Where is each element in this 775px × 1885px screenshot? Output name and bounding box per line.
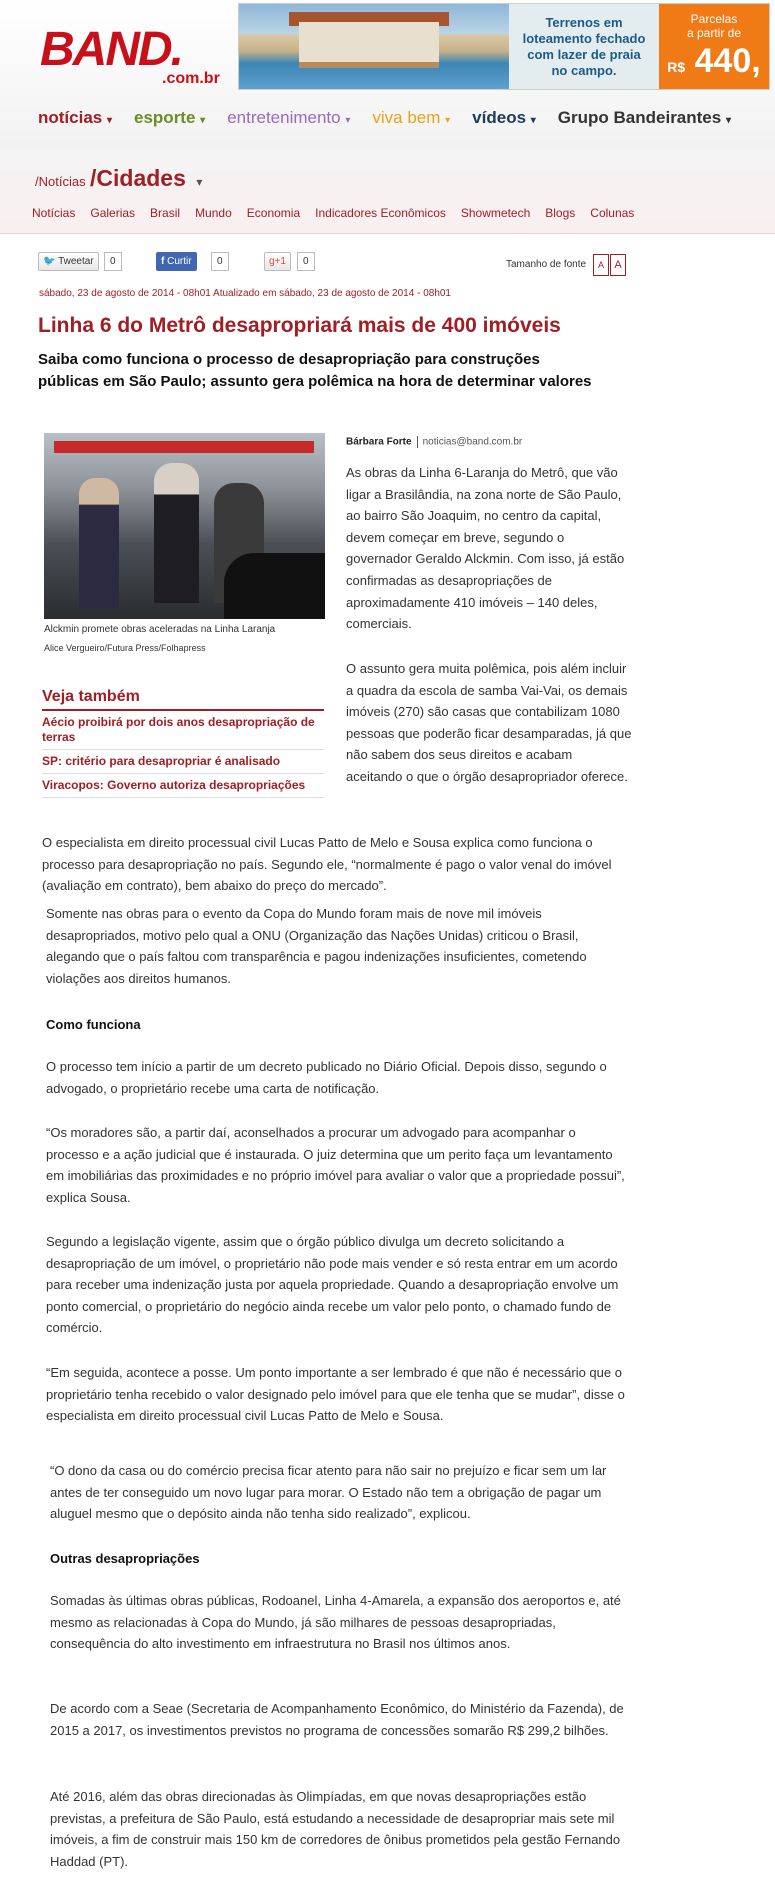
- tweet-count: 0: [104, 252, 122, 271]
- ad-line4: no campo.: [551, 62, 617, 78]
- paragraph: O especialista em direito processual civil Lucas Patto de Melo e Sousa explica como funciona o processo para desapropriação no país. Segundo ele, “normalmente é pago o valor venal do imóvel (avaliação em contrato), bem abaixo do preço do mercado”.: [42, 835, 612, 894]
- font-larger-button[interactable]: A: [610, 254, 626, 276]
- paragraph: Somadas às últimas obras públicas, Rodoanel, Linha 4-Amarela, a expansão dos aeroportos e, até mesmo as relacionadas à Copa do Mundo, já são milhares de pessoas desapropriadas, consequência do alto investimento em infraestrutura no Brasil nos últimos anos.: [50, 1593, 621, 1652]
- tweet-button[interactable]: 🐦 Tweetar: [38, 252, 99, 271]
- paragraph: De acordo com a Seae (Secretaria de Acompanhamento Econômico, do Ministério da Fazenda), de 2015 a 2017, os investimentos previstos no programa de concessões somarão R$ 299,2 bilhões.: [50, 1701, 624, 1738]
- breadcrumb-current[interactable]: /Cidades: [90, 165, 186, 191]
- ad-prefix2: a partir de: [686, 26, 742, 40]
- subnav-item[interactable]: Colunas: [590, 206, 635, 220]
- photo-caption: Alckmin promete obras aceleradas na Linha Laranja: [44, 624, 276, 635]
- twitter-icon: 🐦: [43, 256, 56, 267]
- ad-photo: [239, 4, 509, 89]
- breadcrumb: [35, 165, 202, 192]
- subnav-item[interactable]: Blogs: [545, 206, 576, 220]
- ad-price-box: [659, 4, 769, 89]
- ad-line2: loteamento fechado: [522, 30, 646, 46]
- paragraph: Até 2016, além das obras direcionadas às Olimpíadas, em que novas desapropriações estão previstas, a prefeitura de São Paulo, está estudando a necessidade de desapropriar mais sete mil imóveis, a fim de construir mais 150 km de corredores de ônibus prometidos pela gestão Fernando Haddad (PT).: [50, 1789, 621, 1869]
- band-logo[interactable]: [40, 23, 220, 87]
- font-smaller-button[interactable]: A: [593, 254, 609, 276]
- nav-grupo-bandeirantes[interactable]: Grupo Bandeirantes ▾: [557, 108, 731, 127]
- photo-person: [154, 463, 199, 603]
- ad-line3: com lazer de praia: [527, 46, 641, 62]
- like-count: 0: [211, 252, 229, 271]
- ad-text: [509, 4, 659, 89]
- publish-date: sábado, 23 de agosto de 2014 - 08h01 Atualizado em sábado, 23 de agosto de 2014 - 08h01: [39, 288, 451, 299]
- top-header: [0, 0, 775, 148]
- nav-viva-bem[interactable]: viva bem ▾: [372, 108, 451, 127]
- subnav-item[interactable]: Mundo: [195, 206, 232, 220]
- related-link[interactable]: SP: critério para desapropriar é analisado: [42, 750, 324, 774]
- subnav-item[interactable]: Economia: [246, 206, 301, 220]
- facebook-icon: f: [161, 256, 165, 267]
- paragraph: Somente nas obras para o evento da Copa do Mundo foram mais de nove mil imóveis desapropriados, motivo pelo qual a ONU (Organização das Nações Unidas) criticou o Brasil, alegando que o país faltou com transparência e pagou indenizações insuficientes, cometendo violações aos direitos humanos.: [46, 906, 587, 986]
- subnav-item[interactable]: Notícias: [32, 206, 76, 220]
- related-box: [42, 688, 324, 798]
- nav-videos[interactable]: vídeos ▾: [472, 108, 536, 127]
- gplus-count: 0: [297, 252, 315, 271]
- ad-house: [299, 22, 439, 68]
- section-heading: Outras desapropriações: [50, 1551, 200, 1566]
- author-line: [346, 436, 522, 448]
- paragraph: “Em seguida, acontece a posse. Um ponto importante a ser lembrado é que não é necessário que o proprietário tenha recebido o valor designado pelo imóvel para que ele tenha que se mudar”, disse o especialista em direito processual civil Lucas Patto de Melo e Sousa.: [46, 1365, 625, 1424]
- subnav-item[interactable]: Galerias: [90, 206, 136, 220]
- main-nav: [38, 108, 775, 130]
- ad-currency: R$: [667, 59, 686, 75]
- photo-sign: [54, 441, 314, 453]
- breadcrumb-parent[interactable]: /Notícias: [35, 174, 86, 189]
- nav-entretenimento[interactable]: entretenimento ▾: [227, 108, 351, 127]
- related-link[interactable]: Viracopos: Governo autoriza desapropriações: [42, 774, 324, 798]
- section-heading: Como funciona: [46, 1017, 141, 1032]
- paragraph: “Os moradores são, a partir daí, aconselhados a procurar um advogado para acompanhar o processo e a ação judicial que é instaurada. O juiz determina que um perito faça um levantamento em imobiliárias das proximidades e no próprio imóvel para avaliar o valor que a propriedade possui”, explica Sousa.: [46, 1125, 625, 1205]
- photo-camera: [224, 553, 325, 619]
- paragraph: O assunto gera muita polêmica, pois além incluir a quadra da escola de samba Vai-Vai, os demais imóveis (270) são casas que contabilizam 1080 pessoas que poderão ficar desamparadas, já que não sabem dos seus direitos e acabam aceitando o que o órgão desapropriador oferece.: [346, 661, 632, 784]
- nav-noticias[interactable]: notícias ▾: [38, 108, 113, 127]
- author-email[interactable]: noticias@band.com.br: [422, 436, 523, 448]
- logo-domain: .com.br: [162, 70, 220, 87]
- gplus-button[interactable]: g+1: [264, 252, 291, 271]
- subnav-item[interactable]: Showmetech: [460, 206, 531, 220]
- paragraph: O processo tem início a partir de um decreto publicado no Diário Oficial. Depois disso, segundo o advogado, o proprietário recebe uma carta de notificação.: [46, 1059, 607, 1096]
- ad-line1: Terrenos em: [545, 14, 623, 30]
- subnav-item[interactable]: Brasil: [150, 206, 181, 220]
- banner-ad[interactable]: [238, 3, 770, 90]
- author-name: Bárbara Forte: [346, 436, 412, 448]
- font-size-label: Tamanho de fonte: [506, 259, 587, 270]
- paragraph: As obras da Linha 6-Laranja do Metrô, que vão ligar a Brasilândia, na zona norte de São Paulo, ao bairro São Joaquim, no centro da capital, devem começar em breve, segundo o governador Geraldo Alckmin. Com isso, já estão confirmadas as desapropriações de aproximadamente 410 imóveis – 140 deles, comerciais.: [346, 465, 625, 632]
- photo-credit: Alice Vergueiro/Futura Press/Folhapress: [44, 643, 206, 653]
- article-title: Linha 6 do Metrô desapropriará mais de 400 imóveis: [38, 314, 561, 337]
- logo-brand: BAND.: [40, 23, 182, 76]
- ad-prefix1: Parcelas: [690, 12, 738, 26]
- related-link[interactable]: Aécio proibirá por dois anos desapropriação de terras: [42, 711, 324, 750]
- article-lead: Saiba como funciona o processo de desapropriação para construções públicas em São Paulo; assunto gera polêmica na hora de determinar valores: [38, 351, 592, 390]
- section-subnav: [32, 206, 649, 220]
- article-photo[interactable]: [44, 433, 325, 619]
- subnav-item[interactable]: Indicadores Econômicos: [315, 206, 446, 220]
- like-button[interactable]: f Curtir: [156, 252, 197, 271]
- paragraph: Segundo a legislação vigente, assim que o órgão público divulga um decreto solicitando a desapropriação de um imóvel, o proprietário não pode mais vender e só resta entrar em um acordo para receber uma indenização justa por aquela propriedade. Quando a desapropriação envolve um ponto comercial, o proprietário do negócio ainda recebe um valor pelo ponto, o chamado fundo de comércio.: [46, 1234, 619, 1336]
- social-toolbar: [38, 252, 628, 274]
- related-title: Veja também: [42, 688, 324, 711]
- ad-price: 440,: [694, 42, 761, 80]
- nav-esporte[interactable]: esporte ▾: [134, 108, 206, 127]
- paragraph: “O dono da casa ou do comércio precisa ficar atento para não sair no prejuízo e ficar sem um lar antes de ter conseguido um novo lugar para morar. O Estado não tem a obrigação de pagar um aluguel mesmo que o depósito ainda não tenha sido realizado”, explicou.: [50, 1463, 607, 1522]
- photo-person: [79, 478, 119, 608]
- chevron-down-icon[interactable]: ▾: [196, 175, 203, 189]
